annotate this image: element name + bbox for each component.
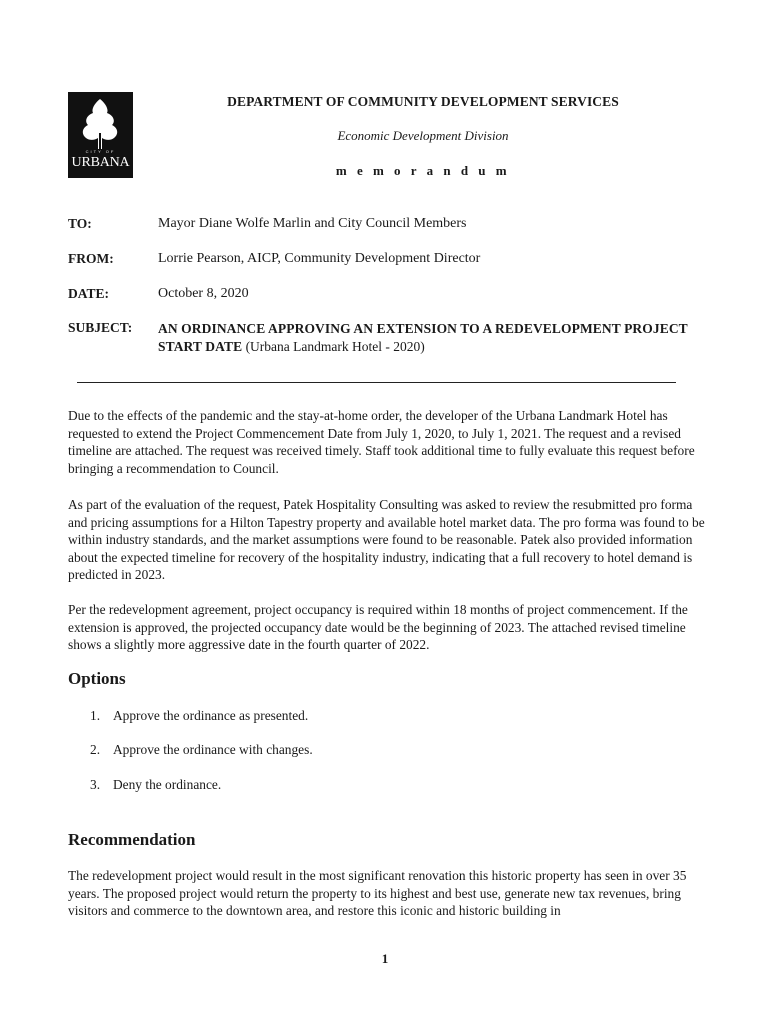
date-value: October 8, 2020 — [158, 286, 249, 301]
paragraph: Per the redevelopment agreement, project occupancy is required within 18 months of project commencement. If the extension is approved, the projected occupancy date would be the beginning of 2023. The attached revised timeline shows a slightly more aggressive date in the fourth quarter of 2022. — [68, 602, 688, 652]
option-item — [90, 742, 313, 758]
option-number: 3. — [90, 777, 101, 792]
city-logo — [68, 92, 133, 178]
recommendation-heading: Recommendation — [68, 830, 196, 849]
subject-value — [158, 320, 718, 356]
memorandum-label: m e m o r a n d u m — [335, 163, 511, 178]
option-text: Approve the ordinance as presented. — [113, 708, 309, 723]
option-item — [90, 708, 308, 724]
option-text: Deny the ordinance. — [113, 777, 222, 792]
logo-small-text: CITY OF — [85, 149, 116, 154]
subject-title: AN ORDINANCE APPROVING AN EXTENSION TO A REDEVELOPMENT PROJECT START DATE — [158, 321, 688, 354]
page-number: 1 — [381, 951, 389, 966]
date-label: DATE: — [68, 286, 110, 301]
recommendation-paragraph: The redevelopment project would result in the most significant renovation this historic property has seen in over 35 years. The proposed project would return the property to its highest and best use, generate new tax revenues, bring visitors and commerce to the downtown area, and restore this iconic and historic building in — [68, 868, 687, 918]
subject-label: SUBJECT: — [68, 320, 133, 335]
options-heading: Options — [68, 669, 126, 688]
option-number: 1. — [90, 708, 101, 723]
option-item — [90, 777, 221, 793]
logo-city-name: URBANA — [71, 155, 130, 170]
subject-note: (Urbana Landmark Hotel - 2020) — [242, 339, 425, 354]
option-text: Approve the ordinance with changes. — [113, 742, 313, 757]
to-label: TO: — [68, 216, 92, 231]
department-title: DEPARTMENT OF COMMUNITY DEVELOPMENT SERVICES — [227, 94, 619, 109]
to-value: Mayor Diane Wolfe Marlin and City Council Members — [158, 216, 467, 231]
from-label: FROM: — [68, 251, 114, 266]
division-name: Economic Development Division — [337, 128, 509, 143]
paragraph: Due to the effects of the pandemic and the stay-at-home order, the developer of the Urbana Landmark Hotel has requested to extend the Project Commencement Date from July 1, 2020, to July 1, 2021. The request and a revised timeline are attached. The request was received timely. Staff took additional time to fully evaluate this request before bringing a recommendation to Council. — [68, 408, 695, 476]
divider-line — [77, 382, 676, 383]
paragraph: As part of the evaluation of the request, Patek Hospitality Consulting was asked to review the resubmitted pro forma and pricing assumptions for a Hilton Tapestry property and available hotel market data. The pro forma was found to be within industry standards, and the market assumptions were found to be reasonable. Patek also provided information about the expected timeline for recovery of the hospitality industry, indicating that a full recovery to hotel demand is predicted in 2023. — [68, 497, 705, 582]
from-value: Lorrie Pearson, AICP, Community Development Director — [158, 251, 481, 266]
option-number: 2. — [90, 742, 101, 757]
